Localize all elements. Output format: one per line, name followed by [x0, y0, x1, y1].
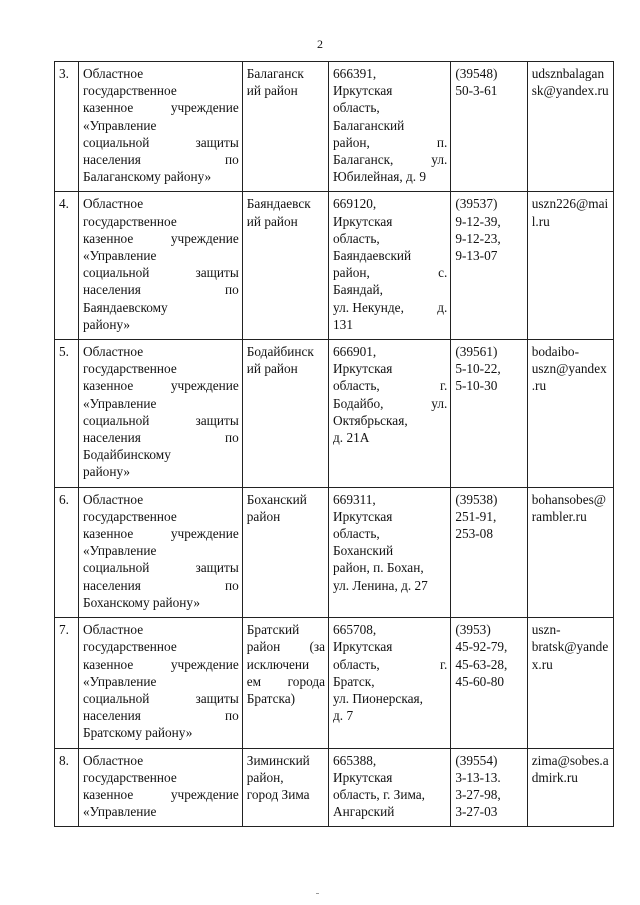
- address-cell-line: 666901,: [333, 344, 377, 360]
- organization-cell-word: населения: [83, 708, 141, 724]
- organization-cell-line: [83, 264, 239, 281]
- address-cell-word: район,: [333, 134, 370, 150]
- district-cell-word: район: [246, 639, 281, 655]
- address-cell-word: г.: [440, 656, 448, 672]
- organization-cell-line: Областное: [83, 196, 144, 212]
- address-cell: [329, 192, 451, 340]
- organization-cell-word: населения: [83, 282, 141, 298]
- organization-cell-word: защиты: [195, 560, 239, 576]
- row-number-text: 8.: [59, 752, 69, 768]
- district-cell-word: города: [287, 673, 326, 689]
- organization-cell-line: Бодайбинскому: [83, 447, 171, 463]
- phone-cell-line: 45-63-28,: [455, 656, 508, 672]
- district-cell-line: район,: [246, 769, 284, 785]
- address-cell-word: область,: [333, 100, 380, 116]
- organization-cell: [79, 618, 243, 748]
- organization-cell-line: Баяндаевскому: [83, 299, 168, 315]
- address-cell-line: Октябрьская,: [333, 412, 408, 428]
- organization-cell-word: по: [225, 708, 239, 724]
- phone-cell-line: (39538): [455, 491, 498, 507]
- address-cell-word: г.: [440, 378, 448, 394]
- address-cell-line: Юбилейная, д. 9: [333, 169, 427, 185]
- organization-cell-word: защиты: [195, 412, 239, 428]
- email-cell-line: udsznbalagan: [531, 66, 605, 81]
- table-row: [55, 748, 614, 827]
- organization-cell-line: [83, 559, 239, 576]
- address-cell-line: Ангарский: [333, 804, 395, 820]
- row-number: [55, 618, 79, 748]
- organization-cell: [79, 340, 243, 488]
- address-cell-line: [333, 264, 447, 281]
- address-cell-line: 665388,: [333, 752, 377, 768]
- organization-cell-line: государственное: [83, 83, 177, 99]
- organization-cell-line: [83, 577, 239, 594]
- address-cell-line: [333, 395, 447, 412]
- organization-cell-word: социальной: [83, 265, 150, 281]
- organization-cell-line: [83, 429, 239, 446]
- email-cell-line: bratsk@yande: [531, 639, 609, 655]
- address-cell-line: [333, 656, 447, 673]
- district-cell-line: [247, 638, 325, 655]
- row-number: [55, 192, 79, 340]
- address-cell-line: область,: [333, 526, 380, 542]
- address-cell-line: район, п. Бохан,: [333, 560, 424, 576]
- organization-cell-line: Балаганскому району»: [83, 169, 212, 185]
- address-cell: [329, 618, 451, 748]
- district-cell: [242, 340, 328, 488]
- organization-cell-word: учреждение: [170, 656, 239, 672]
- address-cell-word: с.: [438, 265, 448, 281]
- organization-cell-word: учреждение: [170, 786, 239, 802]
- address-cell-line: Баяндаевский: [333, 248, 412, 264]
- phone-cell-line: 253-08: [455, 526, 493, 542]
- organization-cell-word: населения: [83, 152, 141, 168]
- district-cell-line: ий район: [246, 83, 298, 99]
- district-cell-line: [247, 673, 325, 690]
- address-cell-line: Боханский: [333, 543, 394, 559]
- organization-cell-line: «Управление: [83, 673, 157, 689]
- organization-cell-line: [83, 230, 239, 247]
- organization-cell-line: «Управление: [83, 248, 157, 264]
- phone-cell-line: (3953): [455, 622, 491, 638]
- address-cell-word: д.: [437, 299, 448, 315]
- organization-cell-line: Боханскому району»: [83, 594, 200, 610]
- district-cell: [242, 487, 328, 617]
- address-cell-line: [333, 99, 447, 116]
- phone-cell-line: 9-13-07: [455, 248, 498, 264]
- organization-cell-word: социальной: [83, 560, 150, 576]
- organization-cell-line: [83, 786, 239, 803]
- phone-cell-line: 9-12-39,: [455, 213, 501, 229]
- organization-cell-word: защиты: [195, 690, 239, 706]
- email-cell-line: bohansobes@: [531, 491, 607, 507]
- organization-cell-word: защиты: [195, 134, 239, 150]
- phone-cell: [451, 618, 527, 748]
- district-cell: [242, 62, 328, 192]
- district-cell: [242, 748, 328, 827]
- organization-cell-word: учреждение: [170, 378, 239, 394]
- address-cell-line: область,: [333, 230, 380, 246]
- address-cell-line: Братск,: [333, 673, 375, 689]
- organization-cell: [79, 62, 243, 192]
- organization-cell-line: «Управление: [83, 543, 157, 559]
- organization-cell: [79, 748, 243, 827]
- phone-cell-line: 5-10-22,: [455, 361, 501, 377]
- organization-cell: [79, 487, 243, 617]
- district-cell-line: ий район: [246, 213, 298, 229]
- address-cell-line: д. 21А: [333, 430, 370, 446]
- address-cell-word: область,: [333, 378, 380, 394]
- district-cell-line: Баяндаевск: [246, 196, 311, 212]
- organization-cell: [79, 192, 243, 340]
- row-number: [55, 62, 79, 192]
- phone-cell-line: 9-12-23,: [455, 230, 501, 246]
- organization-cell-line: Областное: [83, 491, 144, 507]
- phone-cell: [451, 487, 527, 617]
- phone-cell: [451, 748, 527, 827]
- organization-cell-word: по: [225, 282, 239, 298]
- table-row: [55, 340, 614, 488]
- organization-cell-word: защиты: [195, 265, 239, 281]
- organization-cell-line: району»: [83, 316, 131, 332]
- organization-cell-line: Областное: [83, 752, 144, 768]
- row-number: [55, 748, 79, 827]
- phone-cell-line: 3-13-13.: [455, 769, 501, 785]
- district-cell-line: ий район: [246, 361, 298, 377]
- organization-cell-word: социальной: [83, 690, 150, 706]
- phone-cell-line: 45-92-79,: [455, 639, 508, 655]
- address-cell-line: Баяндай,: [333, 282, 383, 298]
- district-cell-line: Боханский: [246, 491, 307, 507]
- address-cell: [329, 340, 451, 488]
- address-cell-line: ул. Ленина, д. 27: [333, 577, 428, 593]
- organization-cell-word: учреждение: [170, 526, 239, 542]
- district-cell-line: Зиминский: [246, 752, 310, 768]
- organization-cell-line: [83, 690, 239, 707]
- row-number: [55, 340, 79, 488]
- institutions-table: [54, 61, 614, 827]
- address-cell-word: район,: [333, 265, 370, 281]
- phone-cell-line: 3-27-98,: [455, 786, 501, 802]
- phone-cell-line: (39554): [455, 752, 498, 768]
- address-cell-line: д. 7: [333, 708, 354, 724]
- organization-cell-word: социальной: [83, 412, 150, 428]
- address-cell-line: 666391,: [333, 66, 377, 81]
- phone-cell: [451, 340, 527, 488]
- email-cell-line: dmirk.ru: [531, 769, 578, 785]
- district-cell-line: Балаганск: [246, 66, 304, 81]
- district-cell-line: исключени: [246, 656, 310, 672]
- organization-cell-line: государственное: [83, 769, 177, 785]
- phone-cell-line: 45-60-80: [455, 673, 505, 689]
- table-body: [55, 62, 614, 827]
- row-number-text: 5.: [59, 344, 69, 360]
- phone-cell-line: (39548): [455, 66, 498, 81]
- scan-artifact: [316, 893, 319, 894]
- organization-cell-line: [83, 707, 239, 724]
- email-cell-line: .ru: [531, 378, 547, 394]
- organization-cell-line: [83, 99, 239, 116]
- address-cell-line: Балаганский: [333, 117, 405, 133]
- organization-cell-word: казенное: [83, 378, 134, 394]
- address-cell-word: п.: [436, 134, 448, 150]
- organization-cell-line: [83, 281, 239, 298]
- phone-cell-line: 5-10-30: [455, 378, 498, 394]
- email-cell-line: zima@sobes.a: [531, 752, 609, 768]
- organization-cell-line: Областное: [83, 66, 144, 81]
- address-cell: [329, 62, 451, 192]
- phone-cell-line: 251-91,: [455, 508, 497, 524]
- table-row: [55, 62, 614, 192]
- email-cell: [527, 192, 613, 340]
- address-cell-line: Иркутская: [333, 508, 393, 524]
- organization-cell-word: населения: [83, 430, 141, 446]
- phone-cell-line: (39561): [455, 344, 498, 360]
- email-cell-line: uszn@yandex: [531, 361, 607, 377]
- email-cell-line: l.ru: [531, 213, 550, 229]
- phone-cell-line: 50-3-61: [455, 83, 498, 99]
- email-cell: [527, 340, 613, 488]
- email-cell-line: uszn226@mai: [531, 196, 609, 212]
- row-number-text: 4.: [59, 196, 69, 212]
- address-cell-line: Иркутская: [333, 213, 393, 229]
- organization-cell-word: учреждение: [170, 230, 239, 246]
- address-cell-line: 669311,: [333, 491, 376, 507]
- organization-cell-line: государственное: [83, 361, 177, 377]
- address-cell-line: Иркутская: [333, 769, 393, 785]
- address-cell-word: Балаганск,: [333, 152, 394, 168]
- row-number-text: 6.: [59, 491, 69, 507]
- organization-cell-line: «Управление: [83, 395, 157, 411]
- organization-cell-word: учреждение: [170, 100, 239, 116]
- row-number-text: 7.: [59, 622, 69, 638]
- address-cell-line: Иркутская: [333, 83, 393, 99]
- table-row: [55, 192, 614, 340]
- district-cell-word: (за: [309, 639, 326, 655]
- organization-cell-line: району»: [83, 464, 131, 480]
- organization-cell-line: «Управление: [83, 804, 157, 820]
- address-cell-word: ул.: [431, 395, 448, 411]
- address-cell-line: Иркутская: [333, 361, 393, 377]
- email-cell-line: uszn-: [531, 622, 561, 638]
- address-cell-line: область, г. Зима,: [333, 786, 426, 802]
- address-cell-line: [333, 151, 447, 168]
- row-number: [55, 487, 79, 617]
- email-cell: [527, 618, 613, 748]
- address-cell-word: область,: [333, 656, 380, 672]
- organization-cell-line: Областное: [83, 344, 144, 360]
- address-cell-word: ул. Некунде,: [333, 299, 404, 315]
- organization-cell-word: социальной: [83, 134, 150, 150]
- address-cell-line: 131: [333, 316, 353, 332]
- organization-cell-line: Братскому району»: [83, 725, 193, 741]
- phone-cell: [451, 62, 527, 192]
- organization-cell-word: казенное: [83, 230, 134, 246]
- table-row: [55, 487, 614, 617]
- organization-cell-word: казенное: [83, 786, 134, 802]
- address-cell-line: 669120,: [333, 196, 377, 212]
- organization-cell-line: Областное: [83, 622, 144, 638]
- district-cell: [242, 192, 328, 340]
- table-row: [55, 618, 614, 748]
- organization-cell-word: казенное: [83, 100, 134, 116]
- district-cell-line: город Зима: [246, 786, 310, 802]
- organization-cell-line: «Управление: [83, 117, 157, 133]
- address-cell-line: [333, 299, 447, 316]
- organization-cell-line: государственное: [83, 639, 177, 655]
- organization-cell-line: [83, 412, 239, 429]
- district-cell: [242, 618, 328, 748]
- address-cell-line: Иркутская: [333, 639, 393, 655]
- email-cell: [527, 748, 613, 827]
- email-cell-line: x.ru: [531, 656, 553, 672]
- email-cell: [527, 62, 613, 192]
- district-cell-line: Братский: [246, 622, 300, 638]
- organization-cell-line: государственное: [83, 213, 177, 229]
- district-cell-word: ем: [246, 673, 262, 689]
- email-cell-line: rambler.ru: [531, 508, 587, 524]
- organization-cell-word: по: [225, 577, 239, 593]
- organization-cell-word: населения: [83, 577, 141, 593]
- address-cell: [329, 487, 451, 617]
- address-cell-line: [333, 134, 447, 151]
- organization-cell-line: [83, 656, 239, 673]
- organization-cell-line: [83, 151, 239, 168]
- email-cell: [527, 487, 613, 617]
- row-number-text: 3.: [59, 66, 69, 81]
- district-cell-line: Бодайбинск: [246, 344, 314, 360]
- organization-cell-line: [83, 134, 239, 151]
- organization-cell-word: по: [225, 430, 239, 446]
- district-cell-line: Братска): [246, 690, 296, 706]
- phone-cell: [451, 192, 527, 340]
- organization-cell-line: [83, 525, 239, 542]
- organization-cell-word: по: [225, 152, 239, 168]
- district-cell-line: район: [246, 508, 281, 524]
- organization-cell-word: казенное: [83, 656, 134, 672]
- phone-cell-line: (39537): [455, 196, 498, 212]
- phone-cell-line: 3-27-03: [455, 804, 498, 820]
- email-cell-line: bodaibo-: [531, 344, 580, 360]
- address-cell-word: Бодайбо,: [333, 395, 384, 411]
- organization-cell-line: государственное: [83, 508, 177, 524]
- organization-cell-word: казенное: [83, 526, 134, 542]
- email-cell-line: sk@yandex.ru: [531, 83, 609, 99]
- address-cell-line: [333, 377, 447, 394]
- address-cell-line: 665708,: [333, 622, 377, 638]
- address-cell-line: ул. Пионерская,: [333, 690, 423, 706]
- address-cell-word: ул.: [431, 152, 448, 168]
- address-cell: [329, 748, 451, 827]
- page-number: 2: [317, 37, 323, 51]
- organization-cell-line: [83, 377, 239, 394]
